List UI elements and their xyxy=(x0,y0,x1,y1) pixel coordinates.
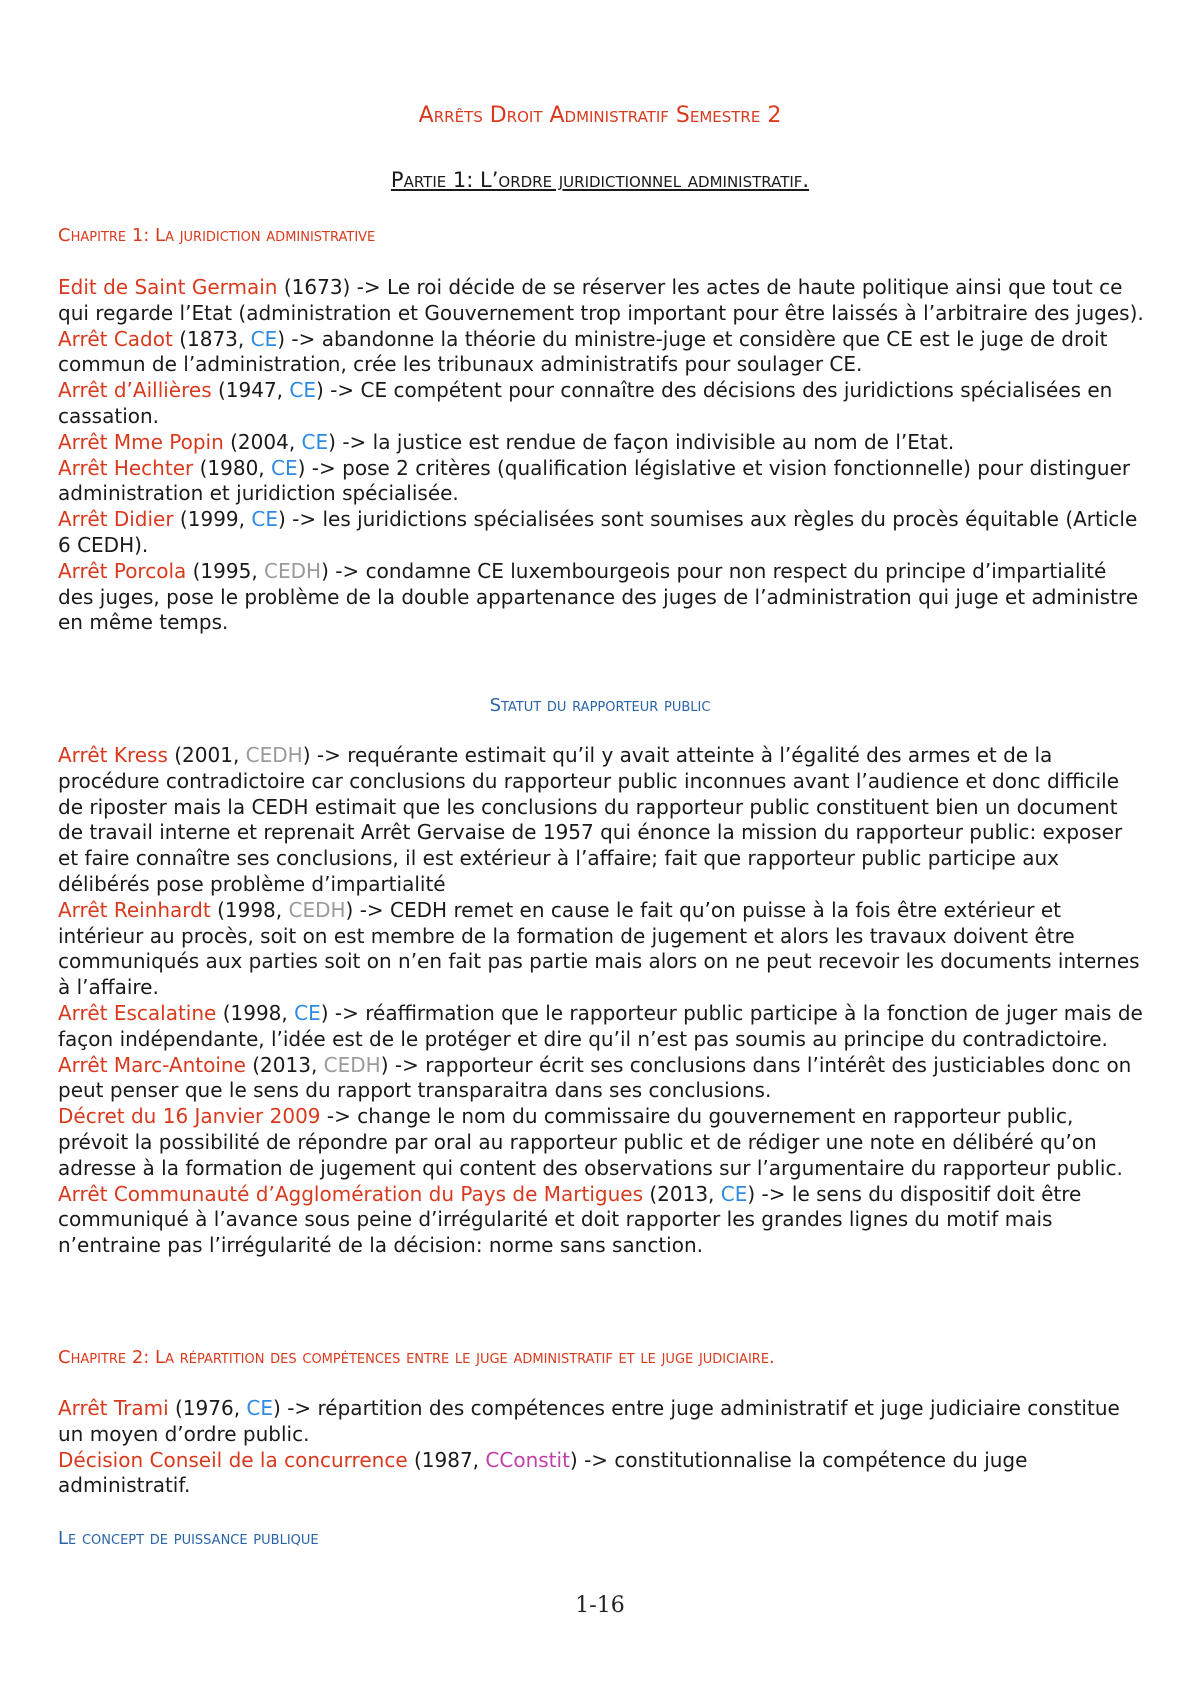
case-summary: ) -> pose 2 critères (qualification législative et vision fonctionnelle) pour distinguer administration et juridiction spécialisée. xyxy=(58,455,1131,506)
case-name: Arrêt d’Aillières xyxy=(58,378,212,403)
case-entry xyxy=(58,1448,1148,1500)
case-entry xyxy=(58,1396,1148,1448)
case-name: Arrêt Trami xyxy=(58,1396,169,1420)
section-rapporteur-heading: Statut du rapporteur public xyxy=(489,695,711,716)
case-entry xyxy=(58,1001,1148,1053)
case-year: (1987, xyxy=(407,1447,486,1472)
case-name: Arrêt Communauté d’Agglomération du Pays de Martigues xyxy=(58,1181,643,1206)
case-year: (1999, xyxy=(173,507,252,532)
court-label: CE xyxy=(720,1181,748,1206)
case-summary: ) -> répartition des compétences entre juge administratif et juge judiciaire constitue un moyen d’ordre public. xyxy=(58,1396,1120,1446)
case-entry xyxy=(58,430,1148,456)
case-entry xyxy=(58,1053,1148,1105)
chapter-2-entries xyxy=(58,1396,1148,1499)
case-entry xyxy=(58,898,1148,1001)
court-label: CEDH xyxy=(323,1052,381,1077)
case-year: (1947, xyxy=(211,378,290,403)
section-puissance-heading: Le concept de puissance publique xyxy=(58,1528,319,1549)
court-label: CE xyxy=(294,1000,321,1025)
court-label: CE xyxy=(246,1396,274,1420)
case-name: Arrêt Escalatine xyxy=(58,1000,217,1025)
case-summary: ) -> CE compétent pour connaître des décisions des juridictions spécialisées en cassation. xyxy=(58,378,1113,428)
court-label: CEDH xyxy=(245,743,303,767)
case-year: (1980, xyxy=(193,455,272,480)
court-label: CE xyxy=(301,429,329,454)
chapter-2-heading: Chapitre 2: La répartition des compétences entre le juge administratif et le juge judiciaire. xyxy=(58,1347,775,1368)
case-year: (1976, xyxy=(168,1396,247,1420)
rapporteur-entries xyxy=(58,743,1148,1259)
case-entry xyxy=(58,507,1148,559)
court-label: CConstit xyxy=(485,1447,570,1472)
case-year: (2001, xyxy=(167,743,246,767)
court-label: CE xyxy=(271,455,298,480)
case-year: (1998, xyxy=(210,897,289,922)
court-label: CEDH xyxy=(288,897,346,922)
case-summary: ) -> réaffirmation que le rapporteur public participe à la fonction de juger mais de façon indépendante, l’idée est de le protéger et dire qu’il n’est pas soumis au principe du contradictoire. xyxy=(58,1000,1143,1051)
case-summary: ) -> les juridictions spécialisées sont soumises aux règles du procès équitable (Article 6 CEDH). xyxy=(58,507,1138,557)
case-entry xyxy=(58,456,1148,508)
case-name: Arrêt Kress xyxy=(58,743,168,767)
case-year: (1673) xyxy=(277,275,351,299)
case-name: Arrêt Cadot xyxy=(58,326,173,351)
case-entry xyxy=(58,275,1148,327)
document-title: Arrêts Droit Administratif Semestre 2 xyxy=(418,103,782,128)
case-summary: ) -> rapporteur écrit ses conclusions dans l’intérêt des justiciables donc on peut penser que le sens du rapport transparaitra dans ses conclusions. xyxy=(58,1052,1132,1103)
court-label: CE xyxy=(250,326,278,351)
court-label: CE xyxy=(289,378,317,403)
case-entry xyxy=(58,1104,1148,1181)
case-summary: -> change le nom du commissaire du gouvernement en rapporteur public, prévoit la possibilité de répondre par oral au rapporteur public et de rédiger une note en délibéré qu’on adresse à la formation de jugement qui content des observations sur l’argumentaire du rapporteur public. xyxy=(58,1104,1123,1180)
case-year: (1995, xyxy=(186,558,265,583)
case-summary: ) -> le sens du dispositif doit être communiqué à l’avance sous peine d’irrégularité et doit rapporter les grandes lignes du motif mais n’entraine pas l’irrégularité de la décision: norme sans sanction. xyxy=(58,1181,1082,1258)
case-name: Arrêt Porcola xyxy=(58,558,187,583)
case-entry xyxy=(58,378,1148,430)
case-summary: ) -> abandonne la théorie du ministre-juge et considère que CE est le juge de droit commun de l’administration, crée les tribunaux administratifs pour soulager CE. xyxy=(58,326,1108,377)
case-name: Edit de Saint Germain xyxy=(58,275,278,299)
part-title: Partie 1: L’ordre juridictionnel administratif. xyxy=(390,168,810,192)
case-year: (1998, xyxy=(216,1000,295,1025)
case-summary: ) -> condamne CE luxembourgeois pour non respect du principe d’impartialité des juges, pose le problème de la double appartenance des juges de l’administration qui juge et administre en même temps. xyxy=(58,558,1139,635)
case-year: (2013, xyxy=(245,1052,324,1077)
case-year: (2004, xyxy=(223,429,302,454)
case-summary: ) -> requérante estimait qu’il y avait atteinte à l’égalité des armes et de la procédure contradictoire car conclusions du rapporteur public inconnues avant l’audience et donc difficile de riposter mais la CEDH estimait que les conclusions du rapporteur public constituent bien un document de travail interne et reprenait Arrêt Gervaise de 1957 qui énonce la mission du rapporteur public: exposer et faire connaître ses conclusions, il est extérieur à l’affaire; fait que rapporteur public participe aux délibérés pose problème d’impartialité xyxy=(58,743,1123,896)
case-name: Arrêt Marc-Antoine xyxy=(58,1052,246,1077)
case-summary: ) -> CEDH remet en cause le fait qu’on puisse à la fois être extérieur et intérieur au procès, soit on est membre de la formation de jugement et alors les travaux doivent être communiqués aux parties soit on n’en fait pas partie mais alors on ne peut recevoir les documents internes à l’affaire. xyxy=(58,897,1140,1000)
case-entry xyxy=(58,559,1148,636)
page-number: 1-16 xyxy=(575,1593,625,1618)
case-summary: ) -> constitutionnalise la compétence du juge administratif. xyxy=(58,1447,1028,1498)
case-entry xyxy=(58,743,1148,898)
case-name: Arrêt Didier xyxy=(58,507,174,532)
case-entry xyxy=(58,327,1148,379)
case-summary: -> Le roi décide de se réserver les actes de haute politique ainsi que tout ce qui regarde l’Etat (administration et Gouvernement trop important pour être laissés à l’arbitraire des juges). xyxy=(58,275,1144,325)
case-name: Décision Conseil de la concurrence xyxy=(58,1447,408,1472)
case-year: (2013, xyxy=(643,1181,721,1206)
chapter-1-heading: Chapitre 1: La juridiction administrative xyxy=(58,225,376,246)
case-name: Arrêt Hechter xyxy=(58,455,194,480)
court-label: CE xyxy=(251,507,278,532)
case-name: Arrêt Reinhardt xyxy=(58,897,211,922)
court-label: CEDH xyxy=(264,558,322,583)
case-name: Décret du 16 Janvier 2009 xyxy=(58,1104,321,1129)
case-summary: ) -> la justice est rendue de façon indivisible au nom de l’Etat. xyxy=(328,429,955,454)
case-name: Arrêt Mme Popin xyxy=(58,429,224,454)
chapter-1-entries xyxy=(58,275,1148,636)
case-year: (1873, xyxy=(172,326,251,351)
case-entry xyxy=(58,1182,1148,1259)
